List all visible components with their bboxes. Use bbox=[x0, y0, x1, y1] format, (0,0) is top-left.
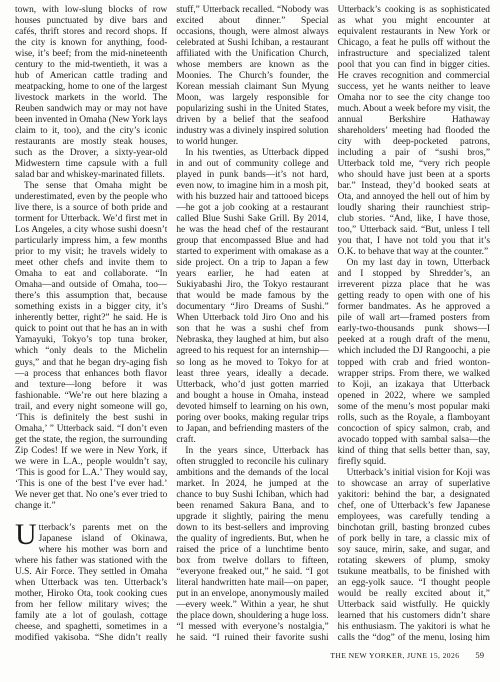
text-column-3 bbox=[338, 5, 490, 641]
dropcap-paragraph-text: tterback’s parents met on the Japanese island of Okinawa, where his mother was born and where his father was stationed with the U.S. Air Force. They settled in Omaha when Utterback was ten. Utterback’s mother, Hiroko Ota, took cooking cues from her fellow military wives; the family ate a lot of goulash, cottage cheese, and spaghetti, sometimes in a modified yakisoba. “She didn’t really bbox=[15, 522, 168, 641]
article-body bbox=[15, 5, 490, 641]
text-column-1 bbox=[15, 5, 167, 641]
paragraph: town, with low-slung blocks of row houses punctuated by dive bars and cafés, thrift stores and record shops. If the city is known for anything, food-wise, it’s beef; from the mid-nineteenth century to the mid-twentieth, it was a hub of American cattle trading and meatpacking, home to one of the largest livestock markets in the world. The Reuben sandwich may or may not have been invented in Omaha (New York lays claim to it, too), and the city’s iconic restaurants are mostly steak houses, such as the Drover, a sixty-year-old Midwestern time capsule with a full salad bar and whiskey-marinated fillets. bbox=[15, 5, 168, 181]
page-number: 59 bbox=[475, 650, 484, 660]
paragraph: The sense that Omaha might be underestimated, even by the people who live there, is a source of both pride and torment for Utterback. We’d first met in Los Angeles, a city whose sushi doesn’t particularly impress him, a few months prior to my visit; he travels widely to meet other chefs and invite them to Omaha to eat and collaborate. “In Omaha—and outside of Omaha, too—there’s this assumption that, because something exists in a bigger city, it’s inherently better, right?” he said. He is quick to point out that he has an in with Yamayuki, Tokyo’s top tuna broker, which “only deals to the Michelin guys,” and that he began dry-aging fish—a process that enhances both flavor and texture—long before it was fashionable. “We’re out here blazing a trail, and every night someone will go, ‘This is definitely the best sushi in Omaha,’ ” Utterback said. “I don’t even get the state, the region, the surrounding Zip Codes! If we were in New York, if we were in L.A., people wouldn’t say, ‘This is good for L.A.’ They would say, ‘This is one of the best I’ve ever had.’ We never get that. No one’s ever tried to change it.” bbox=[15, 181, 168, 511]
paragraph: Utterback’s cooking is as sophisticated as what you might encounter at equivalent restaurants in New York or Chicago, a feat he pulls off without the infrastructure and specialized talent pool that you can find in bigger cities. He craves recognition and commercial success, yet he wants neither to leave Omaha nor to see the city change too much. About a week before my visit, the annual Berkshire Hathaway shareholders’ meeting had flooded the city with deep-pocketed patrons, including a pair of “sushi bros,” Utterback told me, “very rich people who should have just been at a sports bar.” Instead, they’d booked seats at Ota, and annoyed the hell out of him by loudly sharing their raunchiest strip-club stories. “And, like, I have those, too,” Utterback said. “But, unless I tell you that, I have not told you that it’s O.K. to behave that way at the counter.” bbox=[337, 5, 490, 258]
page-footer bbox=[15, 648, 484, 662]
paragraph: In the years since, Utterback has often struggled to reconcile his culinary ambitions and the demands of the local market. In 2024, he jumped at the chance to buy Sushi Ichiban, which had been renamed Sakura Bana, and to upgrade it slightly, pairing the menu down to its best-sellers and improving the quality of ingredients. But, when he raised the price of a lunchtime bento box from twelve dollars to fifteen, “everyone freaked out,” he said. “I got literal handwritten hate mail—on paper, put in an envelope, anonymously mailed—every week.” Within a year, he shut the place down, shouldering a huge loss. “I messed with everyone’s nostalgia,” he said. “I ruined their favorite sushi bbox=[176, 445, 329, 641]
drop-cap-letter: U bbox=[15, 517, 37, 551]
dropcap-paragraph bbox=[15, 517, 168, 641]
paragraph bbox=[338, 468, 490, 641]
paragraph: In his twenties, as Utterback dipped in and out of community college and played in punk bands—it’s not hard, even now, to imagine him in a mosh pit, with his buzzed hair and tattooed biceps—he got a job cooking at a restaurant called Blue Sushi Sake Grill. By 2014, he was the head chef of the restaurant group that encompassed Blue and had started to experiment with omakase as a side project. On a trip to Japan a few years earlier, he had eaten at Sukiyabashi Jiro, the Tokyo restaurant that would be made famous by the documentary “Jiro Dreams of Sushi.” When Utterback told Jiro Ono and his son that he was a sushi chef from Nebraska, they laughed at him, but also agreed to his request for an internship—so long as he moved to Tokyo for at least three years, ideally a decade. Utterback, who’d just gotten married and bought a house in Omaha, instead devoted himself to learning on his own, poring over books, making regular trips to Japan, and befriending masters of the craft. bbox=[176, 148, 329, 445]
text-column-2 bbox=[176, 5, 328, 641]
paragraph-text: Utterback’s initial vision for Koji was to showcase an array of superlative yakitori: behind the bar, a designated chef, one of Utterback’s few Japanese employees, was carefully tending a binchotan grill, basting bronzed cubes of pork belly in tare, a classic mix of soy sauce, mirin, sake, and sugar, and rotating skewers of plump, smoky tsukune meatballs, to be finished with an egg-yolk sauce. “I thought people would be really excited about it,” Utterback said wistfully. He quickly learned that his customers didn’t share his enthusiasm. The yakitori is what he calls the “dog” of the menu, losing him bbox=[337, 467, 490, 641]
paragraph: On my last day in town, Utterback and I stopped by Shredder’s, an irreverent pizza place that he was getting ready to open with one of his former bandmates. As he approved a pile of wall art—framed posters from early-two-thousands punk shows—I peeked at a rough draft of the menu, which included the DJ Rangoochi, a pie topped with crab and fried wonton-wrapper strips. From there, we walked to Koji, an izakaya that Utterback opened in 2022, where we sampled some of the menu’s most popular maki rolls, such as the Royale, a flamboyant concoction of spicy salmon, crab, and avocado topped with sambal salsa—the kind of thing that sells better than, say, firefly squid. bbox=[337, 258, 490, 467]
paragraph: stuff,” Utterback recalled. “Nobody was excited about dinner.” Special occasions, though, were almost always celebrated at Sushi Ichiban, a restaurant affiliated with the Unification Church, whose members are known as the Moonies. The Church’s founder, the Korean messiah claimant Sun Myung Moon, was largely responsible for popularizing sushi in the United States, driven by a belief that the seafood industry was a divinely inspired solution to world hunger. bbox=[176, 5, 329, 148]
publication-line: THE NEW YORKER, JUNE 15, 2026 bbox=[330, 650, 460, 660]
